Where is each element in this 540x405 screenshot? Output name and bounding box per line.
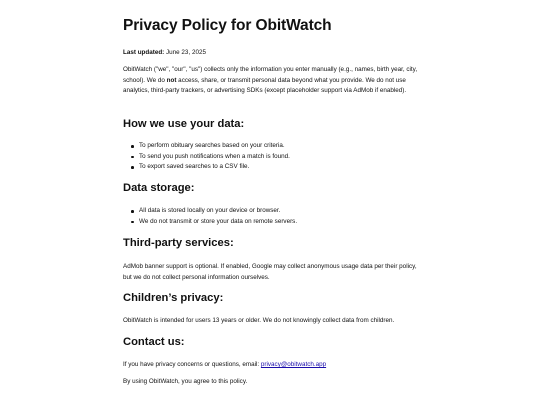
intro-bold-not: not [166, 76, 177, 84]
closing-text: By using ObitWatch, you agree to this policy. [123, 378, 248, 385]
list-item: To send you push notifications when a match is found. [139, 152, 290, 163]
list-item: To export saved searches to a CSV file. [139, 162, 290, 173]
heading-contact: Contact us: [123, 336, 185, 348]
heading-data-storage: Data storage: [123, 182, 195, 194]
last-updated-label: Last updated: [123, 49, 165, 56]
intro-text-2: access, share, or transmit personal data beyond what you provide. We do not use analytics, third-party trackers, or advertising SDKs (except placeholder support via AdMob if enabled). [123, 76, 407, 95]
contact-text [123, 360, 421, 371]
contact-email-link[interactable]: privacy@obitwatch.app [260, 361, 327, 368]
childrens-privacy-text: ObitWatch is intended for users 13 years or older. We do not knowingly collect data from children. [123, 317, 395, 324]
how-we-use-list [123, 141, 290, 173]
list-item: To perform obituary searches based on your criteria. [139, 141, 290, 152]
list-item: We do not transmit or store your data on remote servers. [139, 217, 297, 228]
data-storage-list [123, 206, 297, 227]
list-item: All data is stored locally on your device or browser. [139, 206, 297, 217]
page-title: Privacy Policy for ObitWatch [123, 17, 332, 34]
last-updated-date: June 23, 2025 [166, 49, 206, 56]
third-party-text: AdMob banner support is optional. If enabled, Google may collect anonymous usage data per their policy, but we do not collect personal information ourselves. [123, 263, 417, 281]
intro-text-1: ObitWatch ("we", "our", "us") collects only the information you enter manually (e.g., names, birth year, city, school). We do [123, 66, 418, 84]
contact-text-prefix: If you have privacy concerns or questions, email: [123, 361, 261, 368]
heading-third-party: Third-party services: [123, 237, 234, 249]
heading-how-we-use: How we use your data: [123, 118, 245, 130]
last-updated [123, 48, 421, 59]
heading-childrens-privacy: Children’s privacy: [123, 292, 224, 304]
intro-paragraph [123, 65, 421, 97]
